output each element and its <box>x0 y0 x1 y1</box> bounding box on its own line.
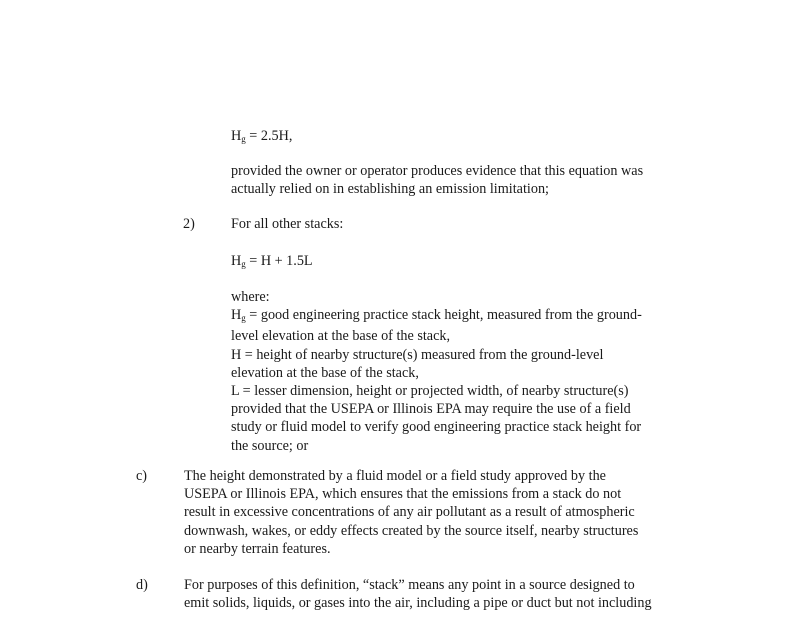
proviso-line: provided the owner or operator produces evidence that this equation was <box>231 163 644 179</box>
item-c-marker: c) <box>136 468 148 484</box>
def-h-line: H = height of nearby structure(s) measured from the ground-level <box>231 346 604 363</box>
def-l-line: provided that the USEPA or Illinois EPA may require the use of a field <box>231 401 631 418</box>
item-d-paragraph <box>184 576 652 612</box>
item-2-marker: 2) <box>183 216 195 232</box>
where-label: where: <box>231 289 270 305</box>
item-2-text: For all other stacks: <box>231 216 344 232</box>
def-l-line: study or fluid model to verify good engineering practice stack height for <box>231 419 642 436</box>
proviso-paragraph <box>231 162 643 198</box>
item-c-line: downwash, wakes, or eddy effects created by the source itself, nearby structures <box>184 522 639 539</box>
item-d-marker: d) <box>136 577 148 593</box>
def-l-line: L = lesser dimension, height or projected width, of nearby structure(s) <box>231 383 629 400</box>
def-hg-line: level elevation at the base of the stack, <box>231 328 451 345</box>
item-c-line: The height demonstrated by a fluid model or a field study approved by the <box>184 468 606 484</box>
equation-hg-h-1-5l: $H_g = H + 1.5L$ <box>231 253 313 269</box>
item-c-line: result in excessive concentrations of any air pollutant as a result of atmospheric <box>184 504 635 521</box>
def-h-line: elevation at the base of the stack, <box>231 364 419 381</box>
def-hg-line: $H_g$ = good engineering practice stack height, measured from the ground- <box>231 307 642 324</box>
item-d-line: emit solids, liquids, or gases into the air, including a pipe or duct but not including <box>184 595 652 612</box>
item-c-line: USEPA or Illinois EPA, which ensures that the emissions from a stack do not <box>184 486 622 503</box>
item-c-paragraph <box>184 467 638 558</box>
def-l-line: the source; or <box>231 437 309 454</box>
proviso-line: actually relied on in establishing an emission limitation; <box>231 181 549 198</box>
where-definitions <box>231 288 642 455</box>
item-c-line: or nearby terrain features. <box>184 540 331 557</box>
item-d-line: For purposes of this definition, “stack” means any point in a source designed to <box>184 577 635 593</box>
equation-hg-2-5h: $H_g = 2.5H$, <box>231 128 293 144</box>
